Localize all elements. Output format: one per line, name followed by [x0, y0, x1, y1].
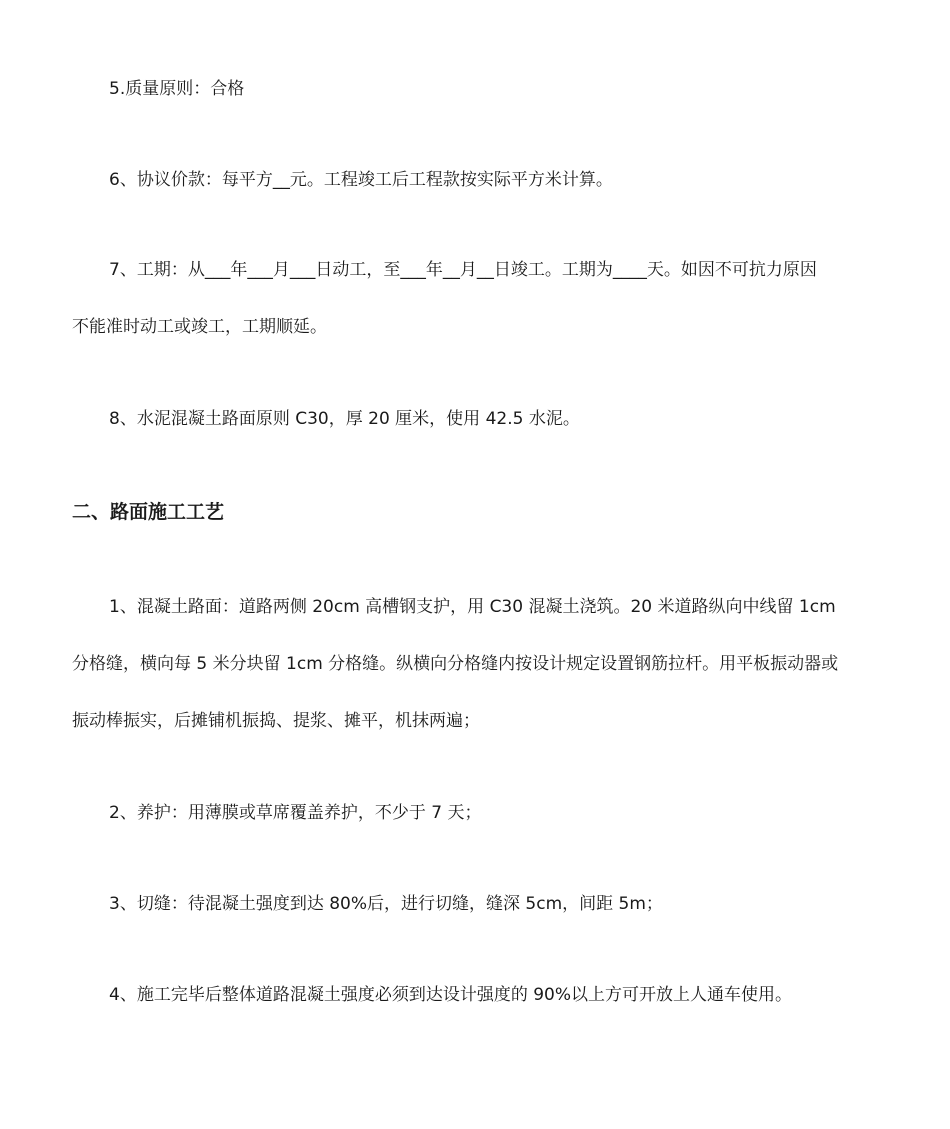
text-line: 4、施工完毕后整体道路混凝土强度必须到达设计强度的 90%以上方可开放上人通车使用。	[109, 985, 793, 1005]
section-heading: 二、路面施工工艺	[72, 501, 225, 523]
paragraph-schedule	[72, 242, 878, 356]
text-line: 2、养护：用薄膜或草席覆盖养护，不少于 7 天；	[109, 803, 482, 823]
paragraph-completion	[72, 967, 878, 1024]
paragraph-concrete-road	[72, 579, 878, 750]
paragraph-quality	[72, 61, 878, 118]
text-line: 分格缝，横向每 5 米分块留 1cm 分格缝。纵横向分格缝内按设计规定设置钢筋拉杆。用平板振动器或	[72, 654, 839, 674]
text-line: 振动棒振实，后摊铺机振捣、提浆、摊平，机抹两遍；	[72, 711, 480, 731]
text-line: 1、混凝土路面：道路两侧 20cm 高槽钢支护，用 C30 混凝土浇筑。20 米道路纵向中线留 1cm	[109, 597, 836, 617]
paragraph-curing	[72, 785, 878, 842]
text-line: 不能准时动工或竣工，工期顺延。	[72, 317, 327, 337]
paragraph-material	[72, 391, 878, 448]
paragraph-price	[72, 152, 878, 209]
paragraph-cutting	[72, 876, 878, 933]
text-line: 7、工期：从___年___月___日动工，至___年__月__日竣工。工期为____天。如因不可抗力原因	[109, 260, 817, 280]
text-line: 3、切缝：待混凝土强度到达 80%后，进行切缝，缝深 5cm，间距 5m；	[109, 894, 663, 914]
text-line: 5.质量原则：合格	[109, 79, 245, 99]
text-line: 6、协议价款：每平方__元。工程竣工后工程款按实际平方米计算。	[109, 170, 613, 190]
text-line: 8、水泥混凝土路面原则 C30，厚 20 厘米，使用 42.5 水泥。	[109, 409, 580, 429]
